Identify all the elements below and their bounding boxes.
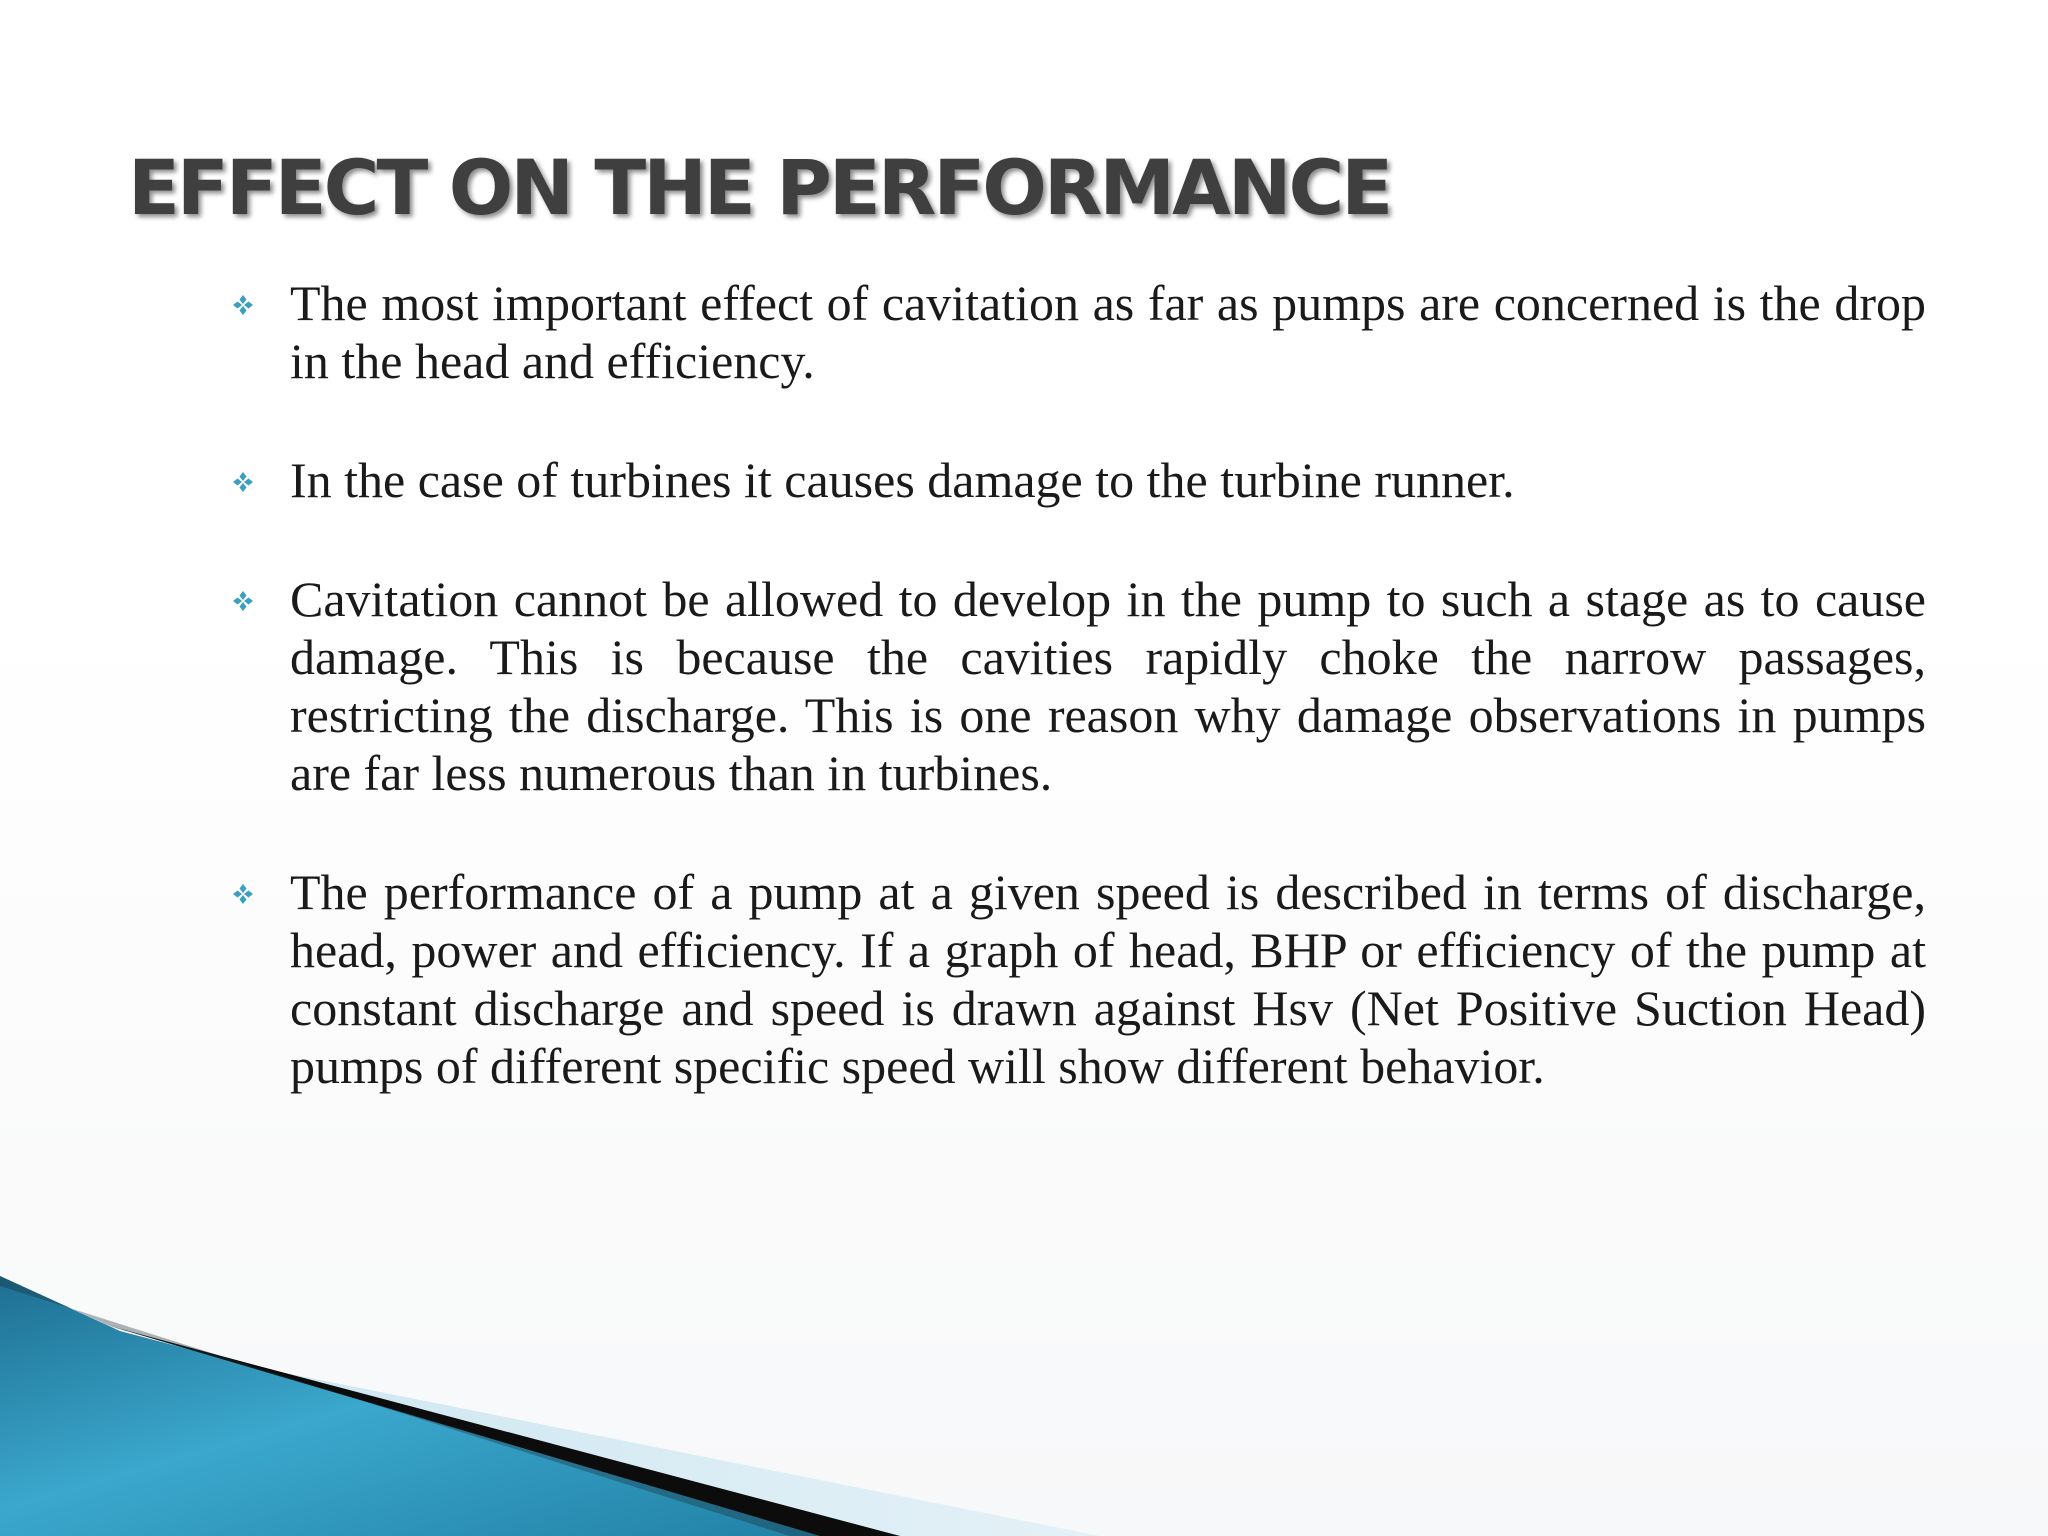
four-diamond-bullet-icon xyxy=(232,590,254,612)
bullet-item xyxy=(232,274,1926,390)
bullet-item xyxy=(232,570,1926,802)
four-diamond-bullet-icon xyxy=(232,471,254,493)
bullet-list xyxy=(232,274,1926,1156)
four-diamond-bullet-icon xyxy=(232,294,254,316)
bullet-item xyxy=(232,863,1926,1095)
four-diamond-bullet-icon xyxy=(232,883,254,905)
bullet-text: In the case of turbines it causes damage to the turbine runner. xyxy=(290,452,1515,508)
bullet-text: The most important effect of cavitation as far as pumps are concerned is the drop in the head and efficiency. xyxy=(290,275,1926,389)
slide-title: EFFECT ON THE PERFORMANCE xyxy=(128,143,1391,232)
bullet-item xyxy=(232,451,1926,509)
decorative-wave-graphic xyxy=(0,1276,1100,1536)
bullet-text: The performance of a pump at a given speed is described in terms of discharge, head, power and efficiency. If a graph of head, BHP or efficiency of the pump at constant discharge and speed is drawn against Hsv (Net Positive Suction Head) pumps of different specific speed will show different behavior. xyxy=(290,864,1926,1094)
bullet-text: Cavitation cannot be allowed to develop in the pump to such a stage as to cause damage. This is because the cavities rapidly choke the narrow passages, restricting the discharge. This is one reason why damage observations in pumps are far less numerous than in turbines. xyxy=(290,571,1926,801)
